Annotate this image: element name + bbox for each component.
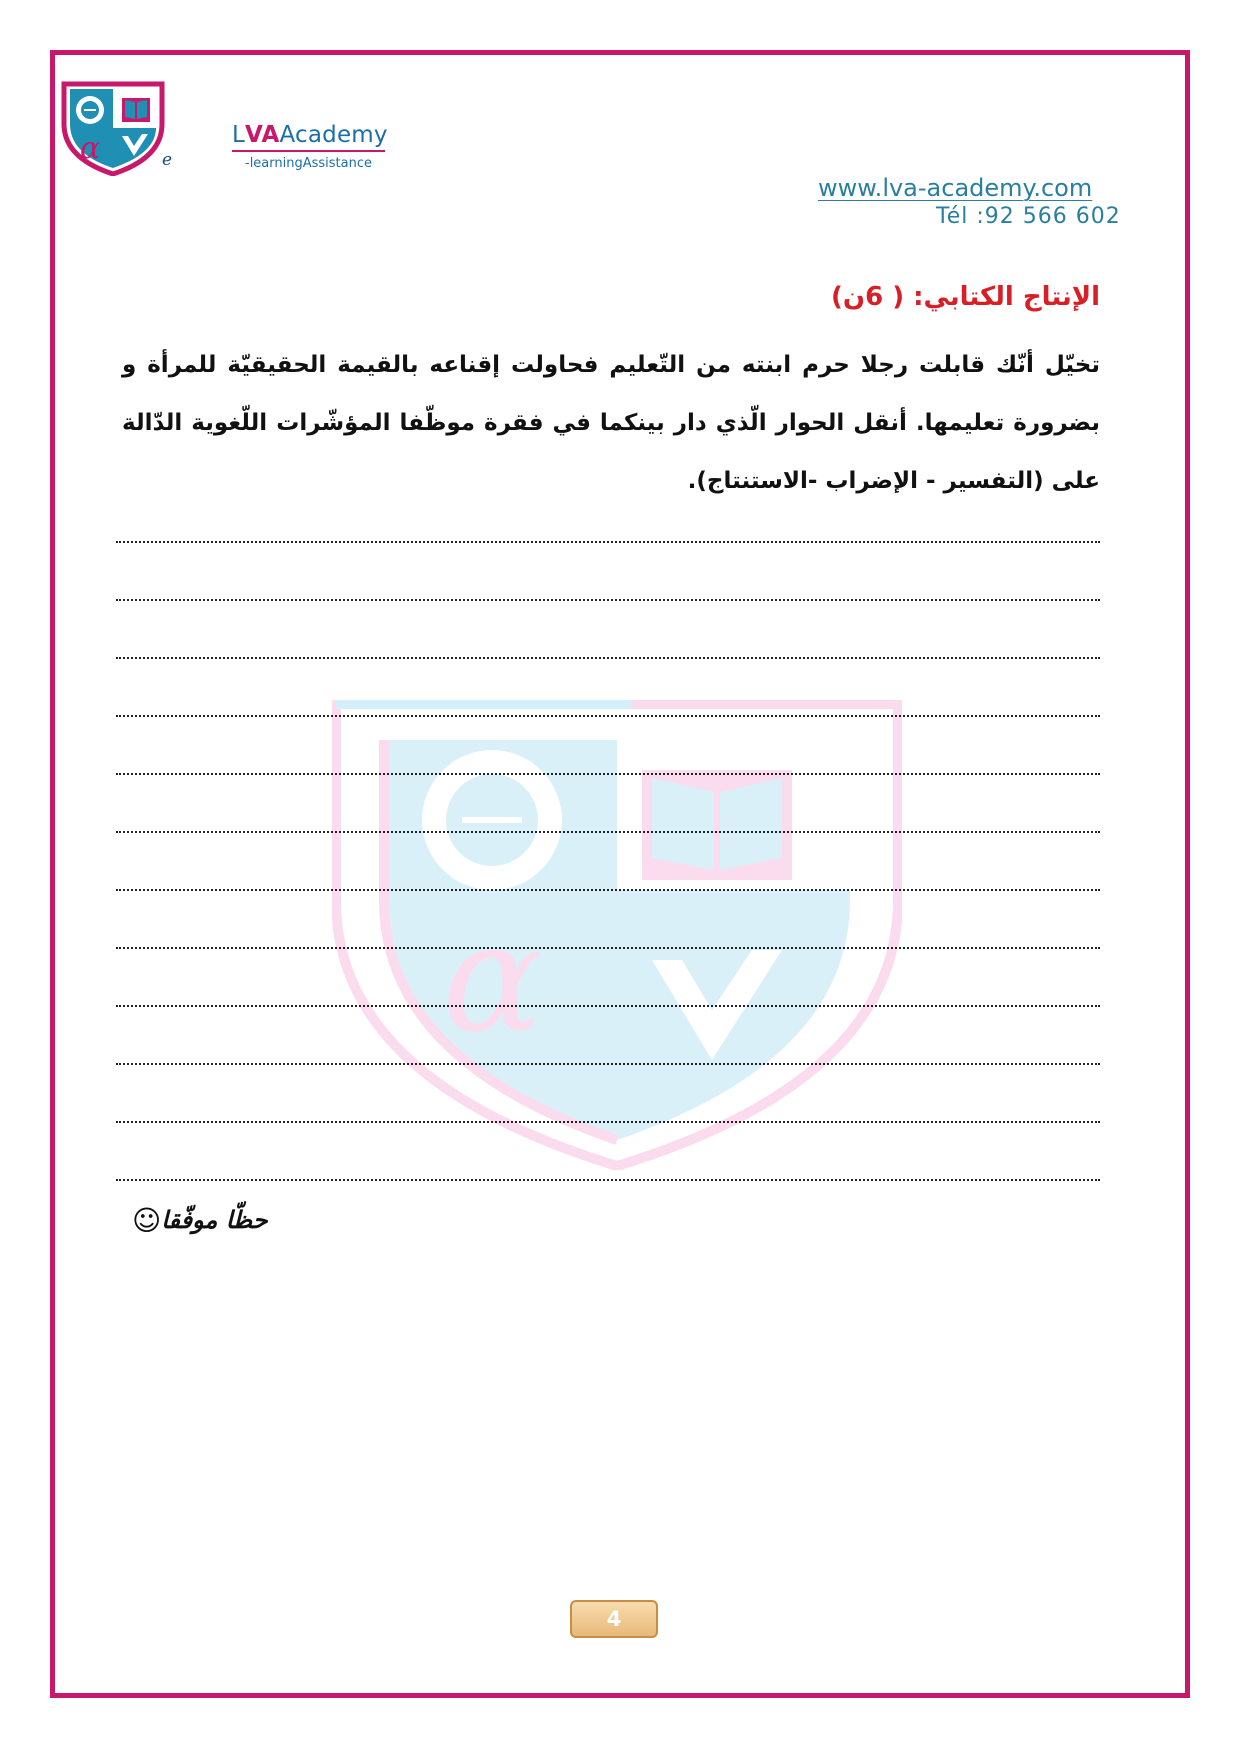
- answer-line[interactable]: [116, 759, 1100, 817]
- answer-line[interactable]: [116, 701, 1100, 759]
- good-luck-note: [116, 1204, 268, 1237]
- website-link[interactable]: www.lva-academy.com: [818, 174, 1093, 202]
- brand-name: [232, 122, 388, 148]
- answer-lines[interactable]: [116, 527, 1100, 1223]
- brand-l: L: [232, 122, 246, 148]
- smiley-icon: ☺: [132, 1204, 162, 1237]
- answer-line[interactable]: [116, 991, 1100, 1049]
- answer-line[interactable]: [116, 933, 1100, 991]
- answer-line[interactable]: [116, 1107, 1100, 1165]
- alpha-icon: α: [80, 131, 101, 166]
- writing-prompt: تخيّل أنّك قابلت رجلا حرم ابنته من التّعليم فحاولت إقناعه بالقيمة الحقيقيّة للمرأة و بضرورة تعليمها. أنقل الحوار الّذي دار بينكما في فقرة موظّفا المؤشّرات اللّغوية الدّالة على (التفسير - الإضراب -الاستنتاج).: [122, 352, 1100, 494]
- brand-academy: Academy: [279, 122, 388, 148]
- headset-chat-icon: [76, 96, 104, 124]
- answer-line[interactable]: [116, 585, 1100, 643]
- brand-underline: [232, 150, 385, 152]
- answer-line[interactable]: [116, 643, 1100, 701]
- lva-logo: [58, 80, 168, 176]
- phone-number: Tél :92 566 602: [936, 204, 1121, 229]
- brand-tagline: -learningAssistance: [245, 156, 372, 171]
- answer-line[interactable]: [116, 817, 1100, 875]
- section-title: الإنتاج الكتابي: ( 6ن): [831, 282, 1100, 312]
- answer-line[interactable]: [116, 1049, 1100, 1107]
- answer-line[interactable]: [116, 527, 1100, 585]
- logo-e-mark: e: [162, 150, 173, 170]
- page-number: 4: [570, 1600, 658, 1638]
- open-book-icon: [122, 98, 150, 122]
- svg-text:α: α: [442, 892, 544, 1066]
- answer-line[interactable]: [116, 875, 1100, 933]
- good-luck-text: حظّا موفّقا: [161, 1206, 268, 1234]
- brand-va: VA: [245, 122, 280, 148]
